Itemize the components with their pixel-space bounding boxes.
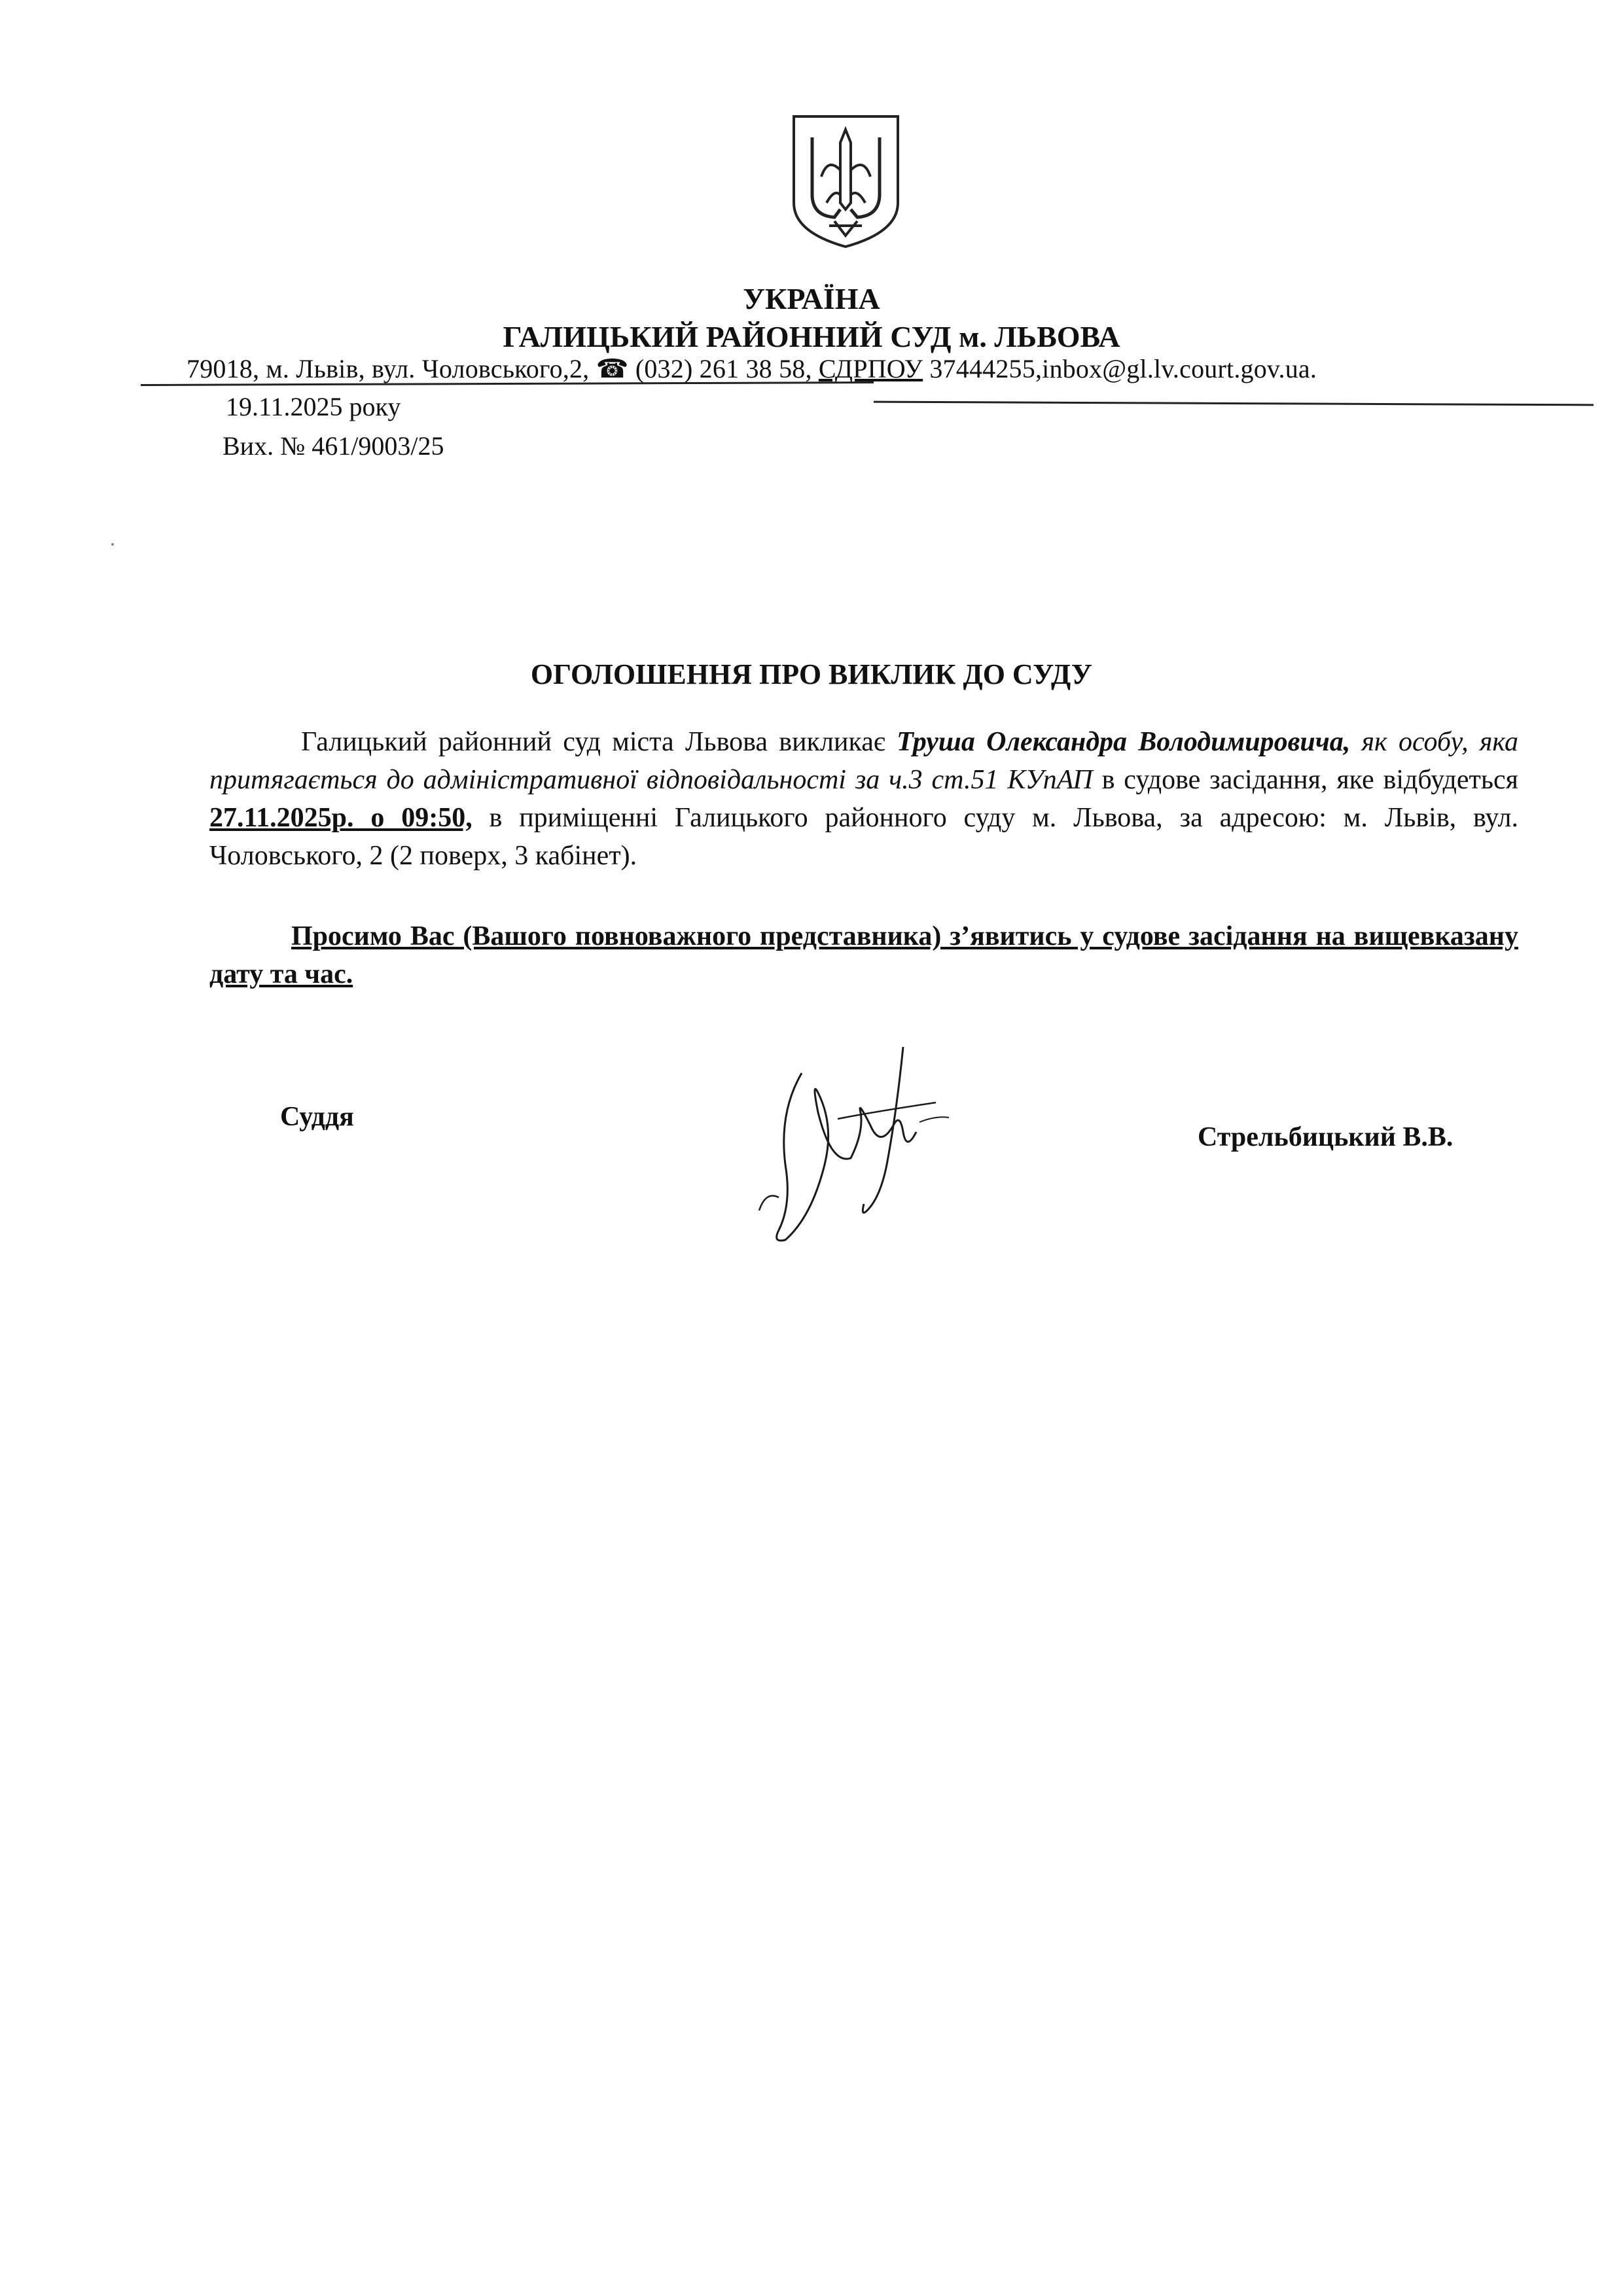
judge-name: Стрельбицький В.В. — [1198, 1122, 1454, 1152]
court-address: 79018, м. Львів, вул. Чоловського,2, — [187, 354, 590, 383]
body-text-3: в судове засідання, яке відбудеться — [1101, 765, 1518, 795]
court-contacts-line — [187, 353, 1317, 384]
body-text-2: як особу, яка притягається до адміністративної відповідальності за ч.3 ст.51 КУпАП — [209, 727, 1519, 795]
summons-body — [209, 723, 1518, 875]
handwritten-signature — [740, 1034, 975, 1256]
summoned-person-name: Труша Олександра Володимировича, — [897, 727, 1351, 757]
header-rule-right — [874, 401, 1594, 406]
edrpou-code-email: 37444255,inbox@gl.lv.court.gov.ua. — [929, 354, 1317, 383]
document-date: 19.11.2025 року — [226, 392, 401, 421]
country-heading: УКРАЇНА — [743, 282, 880, 315]
body-text-4: в приміщенні Галицького районного суду м. Львова, за адресою: м. Львів, вул. Чоловського, 2 (2 поверх, 3 кабінет). — [209, 803, 1519, 871]
appearance-request: Просимо Вас (Вашого повноважного представника) з’явитись у судове засідання на вищевказану дату та час. — [209, 921, 1518, 989]
edrpou-label: СДРПОУ — [818, 354, 923, 383]
court-phone: (032) 261 38 58, — [635, 354, 812, 383]
judge-role-label: Суддя — [280, 1102, 354, 1132]
phone-icon: ☎ — [596, 354, 629, 383]
scan-speck — [111, 543, 114, 546]
coat-of-arms-emblem — [789, 111, 903, 252]
hearing-datetime: 27.11.2025р. о 09:50, — [209, 803, 473, 833]
document-title: ОГОЛОШЕННЯ ПРО ВИКЛИК ДО СУДУ — [530, 658, 1093, 690]
outgoing-number: Вих. № 461/9003/25 — [223, 431, 444, 461]
court-name-heading: ГАЛИЦЬКИЙ РАЙОННИЙ СУД м. ЛЬВОВА — [503, 320, 1120, 353]
body-text-1: Галицький районний суд міста Львова викликає — [301, 727, 885, 757]
